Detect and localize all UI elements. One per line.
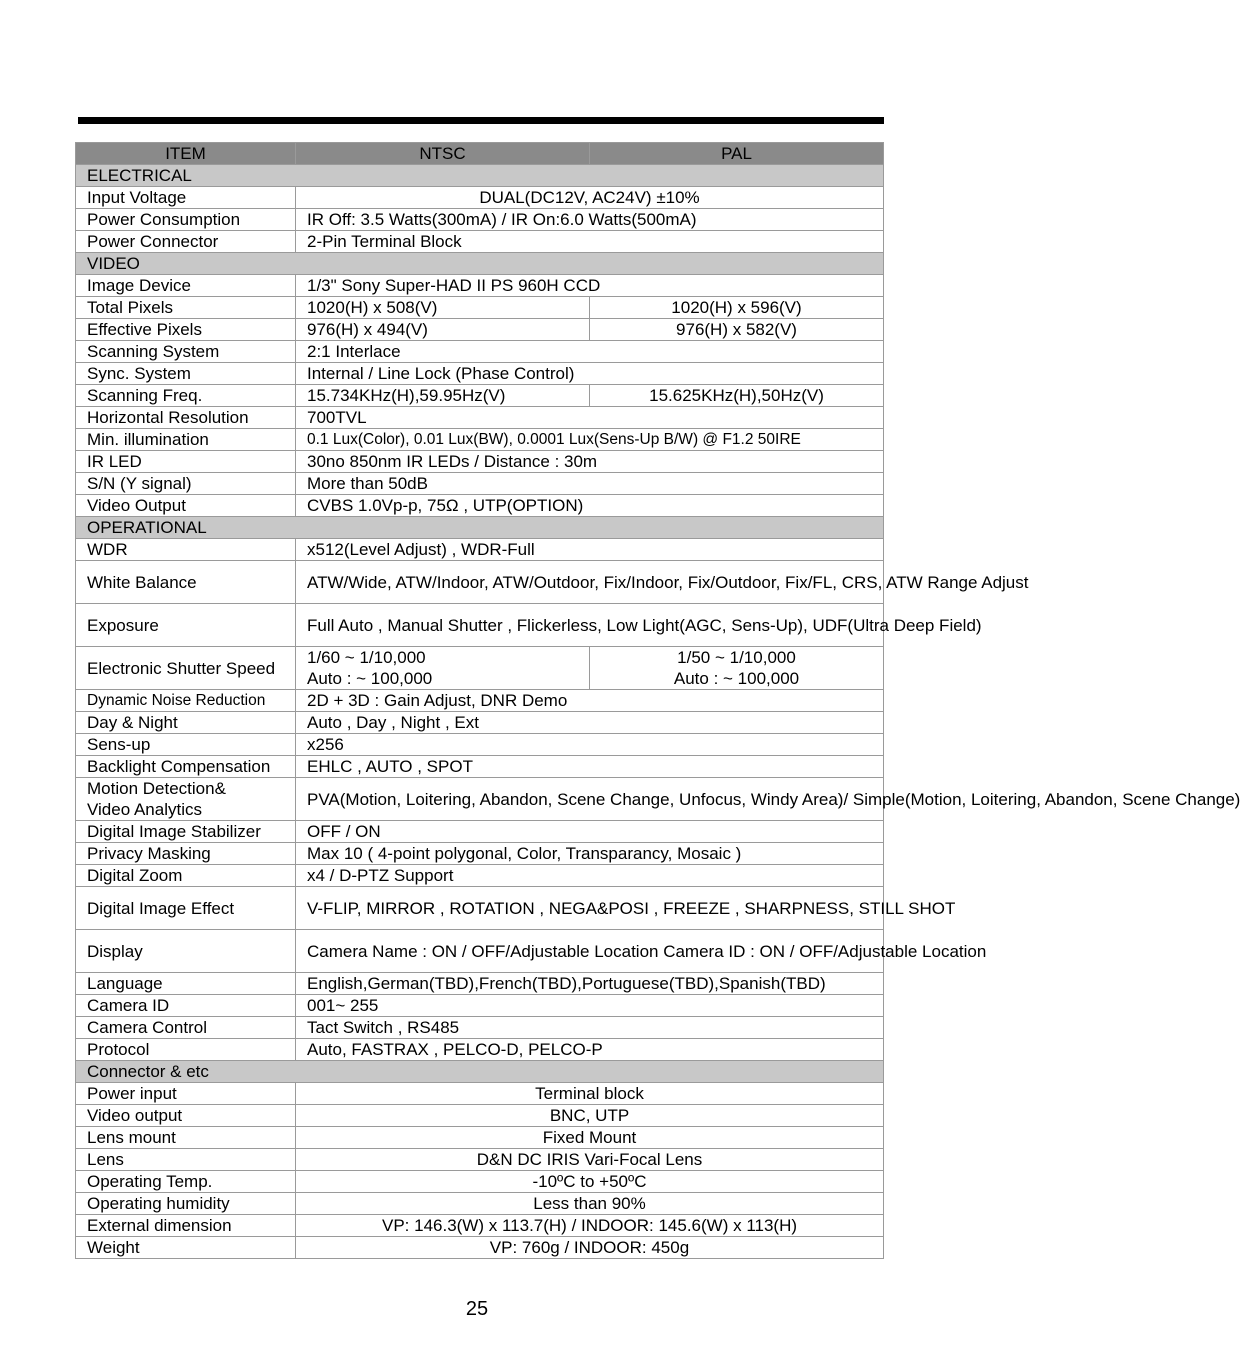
item-label: Sens-up bbox=[76, 734, 296, 756]
spec-value: CVBS 1.0Vp-p, 75Ω , UTP(OPTION) bbox=[296, 495, 884, 517]
table-row bbox=[76, 995, 884, 1017]
spec-value: VP: 146.3(W) x 113.7(H) / INDOOR: 145.6(W) x 113(H) bbox=[296, 1215, 884, 1237]
item-label: Digital Image Effect bbox=[76, 887, 296, 930]
table-row bbox=[76, 539, 884, 561]
spec-value: -10ºC to +50ºC bbox=[296, 1171, 884, 1193]
item-label: Day & Night bbox=[76, 712, 296, 734]
item-label: Language bbox=[76, 973, 296, 995]
section-row bbox=[76, 517, 884, 539]
spec-value: EHLC , AUTO , SPOT bbox=[296, 756, 884, 778]
spec-value: Full Auto , Manual Shutter , Flickerless, Low Light(AGC, Sens-Up), UDF(Ultra Deep Field) bbox=[296, 604, 884, 647]
item-label: Backlight Compensation bbox=[76, 756, 296, 778]
item-label: Input Voltage bbox=[76, 187, 296, 209]
ntsc-value: 1020(H) x 508(V) bbox=[296, 297, 590, 319]
table-row bbox=[76, 1237, 884, 1259]
table-row bbox=[76, 843, 884, 865]
spec-value: Fixed Mount bbox=[296, 1127, 884, 1149]
header-pal: PAL bbox=[590, 143, 884, 165]
section-row bbox=[76, 1061, 884, 1083]
item-label: Camera Control bbox=[76, 1017, 296, 1039]
spec-value: English,German(TBD),French(TBD),Portuguese(TBD),Spanish(TBD) bbox=[296, 973, 884, 995]
table-row bbox=[76, 756, 884, 778]
spec-value: Less than 90% bbox=[296, 1193, 884, 1215]
table-row bbox=[76, 429, 884, 451]
table-row bbox=[76, 690, 884, 712]
table-row bbox=[76, 604, 884, 647]
pal-value-line: 1/50 ~ 1/10,000 bbox=[677, 648, 796, 667]
item-label: Privacy Masking bbox=[76, 843, 296, 865]
item-label: Sync. System bbox=[76, 363, 296, 385]
item-label: Lens mount bbox=[76, 1127, 296, 1149]
spec-value: 001~ 255 bbox=[296, 995, 884, 1017]
table-row bbox=[76, 1127, 884, 1149]
item-label: Scanning Freq. bbox=[76, 385, 296, 407]
pal-value: 1020(H) x 596(V) bbox=[590, 297, 884, 319]
spec-value: 30no 850nm IR LEDs / Distance : 30m bbox=[296, 451, 884, 473]
item-label: Dynamic Noise Reduction bbox=[76, 690, 296, 712]
item-label: Exposure bbox=[76, 604, 296, 647]
pal-value-line: Auto : ~ 100,000 bbox=[673, 669, 800, 688]
section-title: ELECTRICAL bbox=[76, 165, 884, 187]
item-label: Power Consumption bbox=[76, 209, 296, 231]
item-label-line: Video Analytics bbox=[87, 800, 202, 819]
table-row bbox=[76, 887, 884, 930]
item-label bbox=[76, 647, 296, 690]
header-item: ITEM bbox=[76, 143, 296, 165]
table-row bbox=[76, 187, 884, 209]
table-row bbox=[76, 1017, 884, 1039]
spec-value: Tact Switch , RS485 bbox=[296, 1017, 884, 1039]
table-row bbox=[76, 778, 884, 821]
item-label: Power input bbox=[76, 1083, 296, 1105]
spec-value: 2-Pin Terminal Block bbox=[296, 231, 884, 253]
item-label: Display bbox=[76, 930, 296, 973]
spec-value: D&N DC IRIS Vari-Focal Lens bbox=[296, 1149, 884, 1171]
item-label: Digital Zoom bbox=[76, 865, 296, 887]
header-ntsc: NTSC bbox=[296, 143, 590, 165]
item-label: Lens bbox=[76, 1149, 296, 1171]
spec-value: IR Off: 3.5 Watts(300mA) / IR On:6.0 Watts(500mA) bbox=[296, 209, 884, 231]
section-title: Connector & etc bbox=[76, 1061, 884, 1083]
table-row bbox=[76, 1149, 884, 1171]
page-number: 25 bbox=[465, 1298, 489, 1320]
item-label: Digital Image Stabilizer bbox=[76, 821, 296, 843]
spec-value: PVA(Motion, Loitering, Abandon, Scene Change, Unfocus, Windy Area)/ Simple(Motion, Loitering, Abandon, Scene Change) bbox=[296, 778, 884, 821]
item-label: Effective Pixels bbox=[76, 319, 296, 341]
table-row bbox=[76, 451, 884, 473]
section-row bbox=[76, 253, 884, 275]
item-label: External dimension bbox=[76, 1215, 296, 1237]
table-row bbox=[76, 341, 884, 363]
item-label: Video output bbox=[76, 1105, 296, 1127]
table-row bbox=[76, 821, 884, 843]
table-row bbox=[76, 1039, 884, 1061]
item-label: Min. illumination bbox=[76, 429, 296, 451]
spec-value: 1/3" Sony Super-HAD II PS 960H CCD bbox=[296, 275, 884, 297]
top-rule bbox=[78, 117, 884, 124]
table-row bbox=[76, 930, 884, 973]
spec-value: Max 10 ( 4-point polygonal, Color, Transparancy, Mosaic ) bbox=[296, 843, 884, 865]
spec-value: 0.1 Lux(Color), 0.01 Lux(BW), 0.0001 Lux(Sens-Up B/W) @ F1.2 50IRE bbox=[296, 429, 884, 451]
item-label-text: Electronic Shutter Speed bbox=[87, 658, 276, 678]
spec-table-body bbox=[76, 165, 1240, 1259]
spec-value: 2:1 Interlace bbox=[296, 341, 884, 363]
spec-value: Auto, FASTRAX , PELCO-D, PELCO-P bbox=[296, 1039, 884, 1061]
table-row bbox=[76, 734, 884, 756]
spec-value: DUAL(DC12V, AC24V) ±10% bbox=[296, 187, 884, 209]
table-row bbox=[76, 1193, 884, 1215]
spec-value: BNC, UTP bbox=[296, 1105, 884, 1127]
item-label: Operating humidity bbox=[76, 1193, 296, 1215]
item-label-line: Motion Detection& bbox=[87, 779, 226, 798]
pal-value: 15.625KHz(H),50Hz(V) bbox=[590, 385, 884, 407]
item-label: WDR bbox=[76, 539, 296, 561]
ntsc-value: 976(H) x 494(V) bbox=[296, 319, 590, 341]
spec-value: x4 / D-PTZ Support bbox=[296, 865, 884, 887]
spec-value: x512(Level Adjust) , WDR-Full bbox=[296, 539, 884, 561]
section-title: VIDEO bbox=[76, 253, 884, 275]
table-row bbox=[76, 407, 884, 429]
table-row bbox=[76, 209, 884, 231]
ntsc-value-line: Auto : ~ 100,000 bbox=[307, 669, 433, 688]
spec-value: 700TVL bbox=[296, 407, 884, 429]
table-row bbox=[76, 865, 884, 887]
spec-value: VP: 760g / INDOOR: 450g bbox=[296, 1237, 884, 1259]
ntsc-value-line: 1/60 ~ 1/10,000 bbox=[307, 648, 426, 667]
item-label bbox=[76, 778, 296, 821]
ntsc-value: 15.734KHz(H),59.95Hz(V) bbox=[296, 385, 590, 407]
item-label: IR LED bbox=[76, 451, 296, 473]
table-row bbox=[76, 1083, 884, 1105]
spec-table bbox=[75, 142, 1240, 1259]
spec-value: Internal / Line Lock (Phase Control) bbox=[296, 363, 884, 385]
section-title: OPERATIONAL bbox=[76, 517, 884, 539]
ntsc-value bbox=[296, 647, 590, 690]
table-row bbox=[76, 712, 884, 734]
item-label: Camera ID bbox=[76, 995, 296, 1017]
table-row bbox=[76, 319, 884, 341]
table-row bbox=[76, 473, 884, 495]
table-row bbox=[76, 297, 884, 319]
spec-value: Terminal block bbox=[296, 1083, 884, 1105]
table-row bbox=[76, 1105, 884, 1127]
item-label: Horizontal Resolution bbox=[76, 407, 296, 429]
item-label: Power Connector bbox=[76, 231, 296, 253]
table-row bbox=[76, 495, 884, 517]
item-label: Operating Temp. bbox=[76, 1171, 296, 1193]
spec-value: 2D + 3D : Gain Adjust, DNR Demo bbox=[296, 690, 884, 712]
table-row bbox=[76, 385, 884, 407]
spec-value: Camera Name : ON / OFF/Adjustable Location Camera ID : ON / OFF/Adjustable Location bbox=[296, 930, 884, 973]
spec-value: OFF / ON bbox=[296, 821, 884, 843]
spec-value: ATW/Wide, ATW/Indoor, ATW/Outdoor, Fix/Indoor, Fix/Outdoor, Fix/FL, CRS, ATW Range Adjust bbox=[296, 561, 884, 604]
item-label: S/N (Y signal) bbox=[76, 473, 296, 495]
table-row bbox=[76, 1215, 884, 1237]
table-row bbox=[76, 231, 884, 253]
spec-value: Auto , Day , Night , Ext bbox=[296, 712, 884, 734]
table-row bbox=[76, 561, 884, 604]
section-row bbox=[76, 165, 884, 187]
pal-value bbox=[590, 647, 884, 690]
item-label: Protocol bbox=[76, 1039, 296, 1061]
spec-value: More than 50dB bbox=[296, 473, 884, 495]
item-label: Total Pixels bbox=[76, 297, 296, 319]
spec-value: x256 bbox=[296, 734, 884, 756]
table-row bbox=[76, 647, 884, 690]
table-row bbox=[76, 1171, 884, 1193]
item-label: Image Device bbox=[76, 275, 296, 297]
pal-value: 976(H) x 582(V) bbox=[590, 319, 884, 341]
table-row bbox=[76, 973, 884, 995]
table-header-row bbox=[76, 143, 884, 165]
item-label: Scanning System bbox=[76, 341, 296, 363]
table-row bbox=[76, 363, 884, 385]
table-row bbox=[76, 275, 884, 297]
item-label: White Balance bbox=[76, 561, 296, 604]
item-label: Weight bbox=[76, 1237, 296, 1259]
spec-value: V-FLIP, MIRROR , ROTATION , NEGA&POSI , FREEZE , SHARPNESS, STILL SHOT bbox=[296, 887, 884, 930]
item-label: Video Output bbox=[76, 495, 296, 517]
